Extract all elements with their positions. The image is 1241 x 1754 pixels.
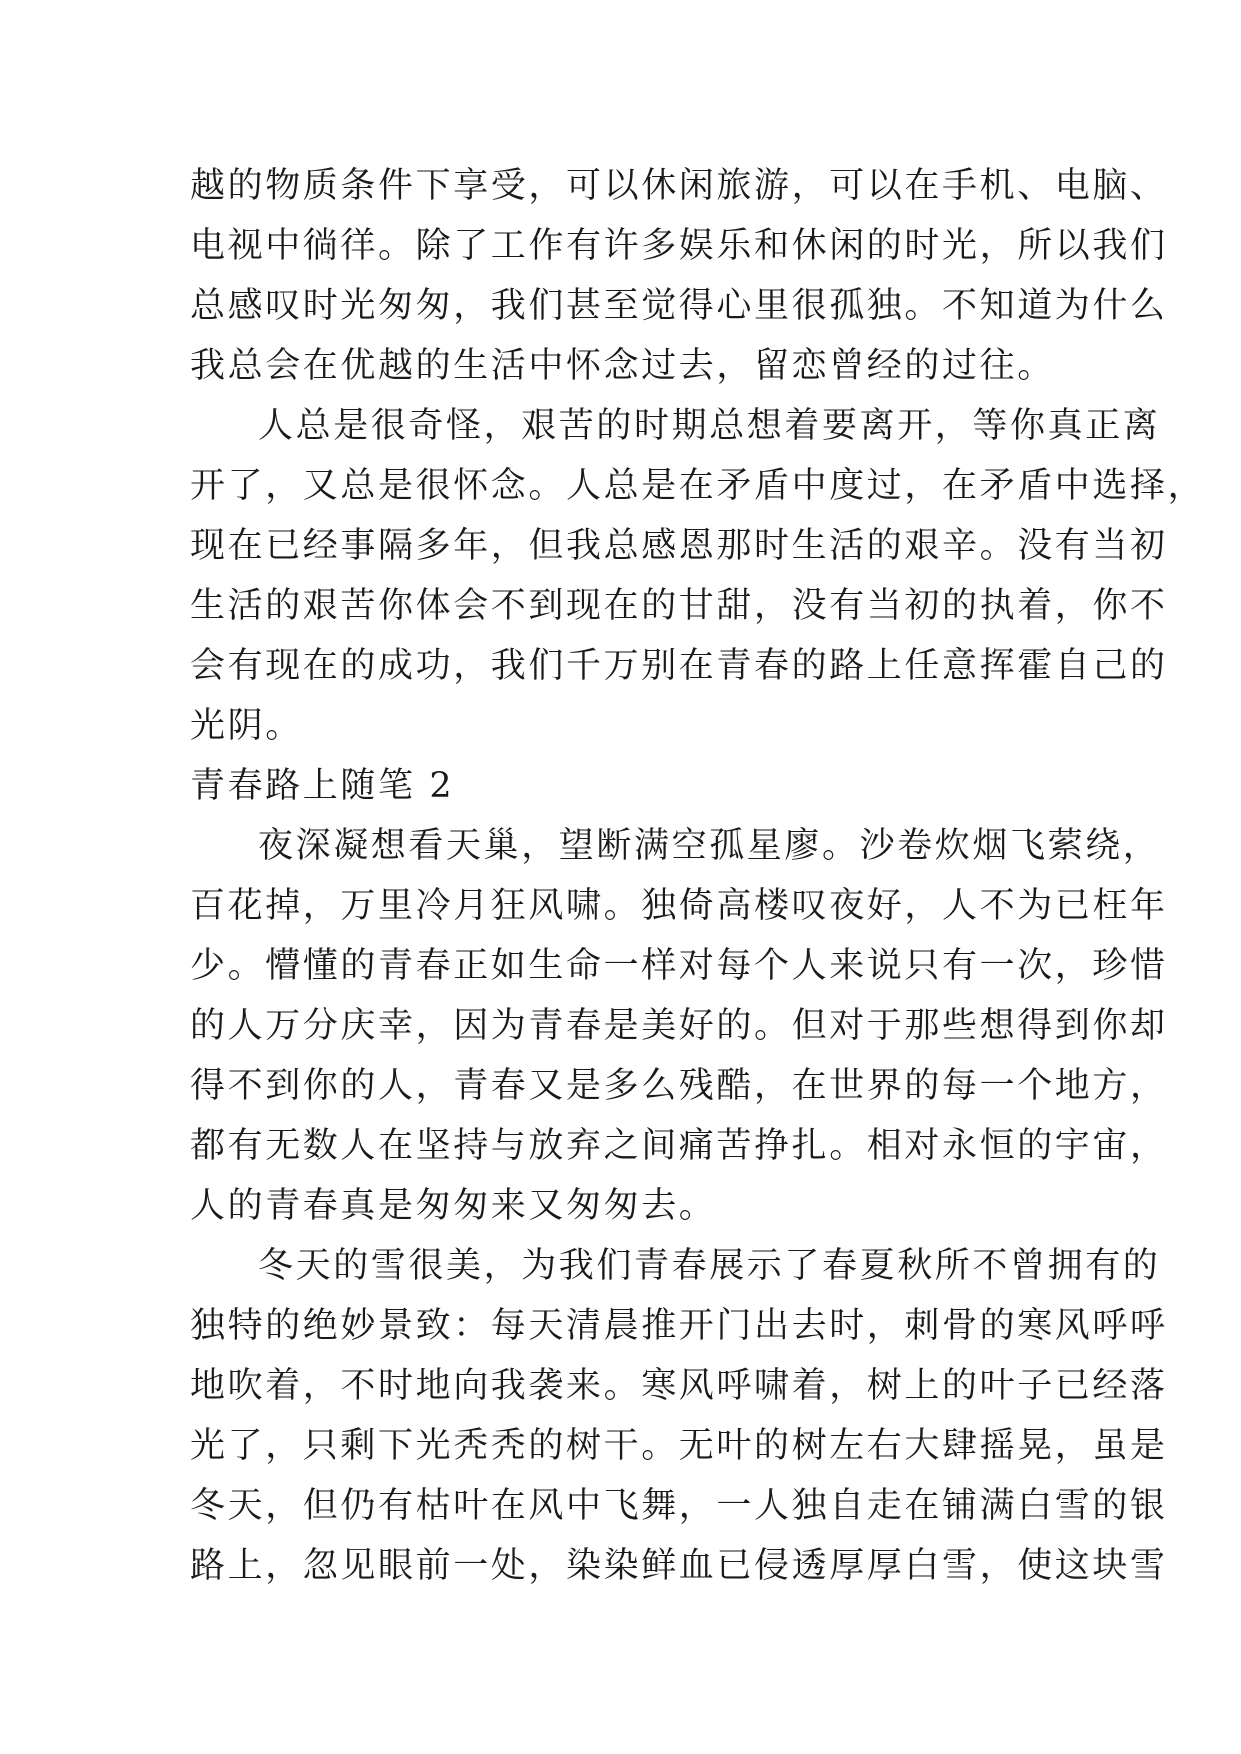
text-line: 人总是很奇怪，艰苦的时期总想着要离开，等你真正离 bbox=[258, 406, 1161, 446]
text-line: 得不到你的人，青春又是多么残酷，在世界的每一个地方， bbox=[190, 1066, 1168, 1106]
section-heading: 青春路上随笔 2 bbox=[190, 766, 455, 806]
text-line: 总感叹时光匆匆，我们甚至觉得心里很孤独。不知道为什么 bbox=[190, 286, 1168, 326]
text-line: 生活的艰苦你体会不到现在的甘甜，没有当初的执着，你不 bbox=[190, 586, 1168, 626]
text-line: 开了，又总是很怀念。人总是在矛盾中度过，在矛盾中选择， bbox=[190, 466, 1206, 506]
paragraph bbox=[190, 156, 1168, 396]
text-line: 会有现在的成功，我们千万别在青春的路上任意挥霍自己的 bbox=[190, 646, 1168, 686]
text-line: 独特的绝妙景致：每天清晨推开门出去时，刺骨的寒风呼呼 bbox=[190, 1306, 1168, 1346]
text-line: 夜深凝想看天巢，望断满空孤星廖。沙卷炊烟飞萦绕， bbox=[258, 826, 1161, 866]
text-line: 我总会在优越的生活中怀念过去，留恋曾经的过往。 bbox=[190, 346, 1055, 386]
text-line: 都有无数人在坚持与放弃之间痛苦挣扎。相对永恒的宇宙， bbox=[190, 1126, 1168, 1166]
text-line: 电视中徜徉。除了工作有许多娱乐和休闲的时光，所以我们 bbox=[190, 226, 1168, 266]
text-line: 光了，只剩下光秃秃的树干。无叶的树左右大肆摇晃，虽是 bbox=[190, 1426, 1168, 1466]
text-line: 人的青春真是匆匆来又匆匆去。 bbox=[190, 1186, 717, 1226]
text-line: 百花掉，万里冷月狂风啸。独倚高楼叹夜好，人不为已枉年 bbox=[190, 886, 1168, 926]
text-line: 的人万分庆幸，因为青春是美好的。但对于那些想得到你却 bbox=[190, 1006, 1168, 1046]
text-line: 越的物质条件下享受，可以休闲旅游，可以在手机、电脑、 bbox=[190, 166, 1168, 206]
text-line: 冬天，但仍有枯叶在风中飞舞，一人独自走在铺满白雪的银 bbox=[190, 1486, 1168, 1526]
paragraph bbox=[190, 396, 1206, 756]
text-line: 光阴。 bbox=[190, 706, 303, 746]
paragraph bbox=[190, 816, 1168, 1236]
text-line: 冬天的雪很美，为我们青春展示了春夏秋所不曾拥有的 bbox=[258, 1246, 1161, 1286]
text-line: 现在已经事隔多年，但我总感恩那时生活的艰辛。没有当初 bbox=[190, 526, 1168, 566]
body-text bbox=[190, 156, 1206, 1596]
text-line: 少。懵懂的青春正如生命一样对每个人来说只有一次，珍惜 bbox=[190, 946, 1168, 986]
text-line: 地吹着，不时地向我袭来。寒风呼啸着，树上的叶子已经落 bbox=[190, 1366, 1168, 1406]
paragraph bbox=[190, 1236, 1168, 1596]
text-line: 路上，忽见眼前一处，染染鲜血已侵透厚厚白雪，使这块雪 bbox=[190, 1546, 1168, 1586]
